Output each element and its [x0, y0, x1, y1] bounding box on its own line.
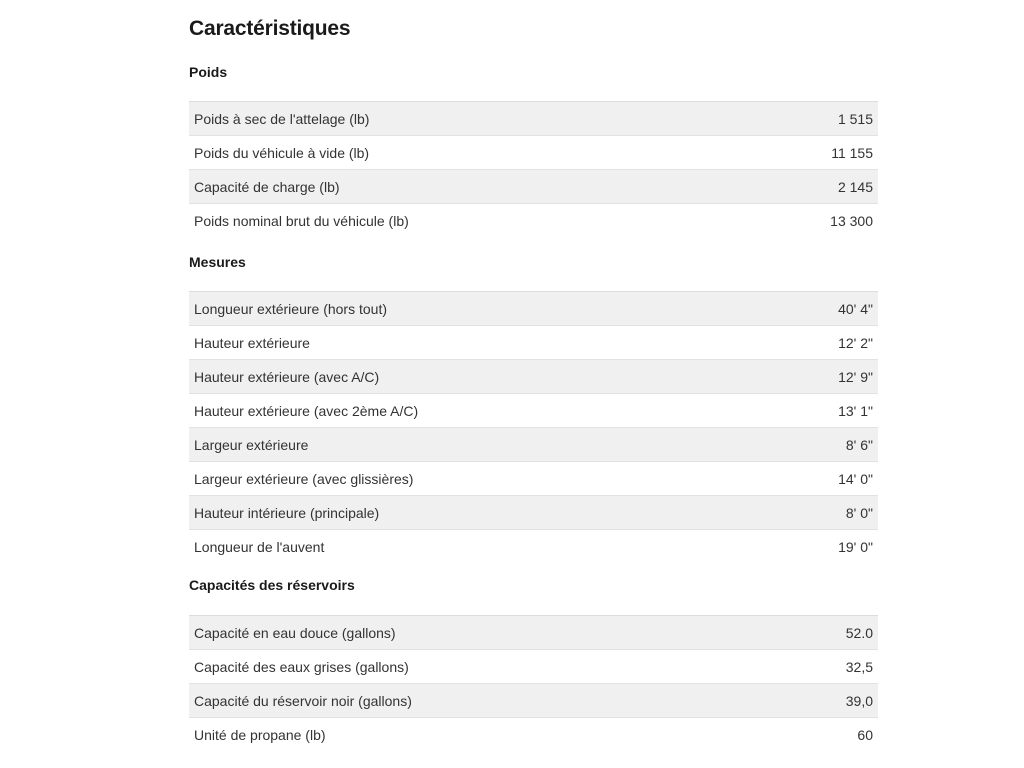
section-title-poids: Poids	[189, 64, 228, 80]
spec-value: 39,0	[845, 692, 873, 709]
spec-value: 13 300	[830, 212, 873, 229]
spec-label: Largeur extérieure	[194, 436, 309, 453]
table-row	[189, 360, 878, 394]
spec-label: Poids à sec de l'attelage (lb)	[194, 110, 370, 127]
spec-table-reservoirs	[189, 615, 878, 752]
spec-value: 60	[857, 726, 873, 743]
spec-value: 12' 9"	[838, 368, 873, 385]
spec-value: 14' 0"	[838, 470, 873, 487]
table-row	[189, 102, 878, 136]
spec-label: Hauteur extérieure (avec 2ème A/C)	[194, 402, 419, 419]
spec-label: Hauteur intérieure (principale)	[194, 504, 380, 521]
spec-label: Longueur de l'auvent	[194, 538, 325, 555]
table-row	[189, 204, 878, 238]
spec-value: 32,5	[845, 658, 873, 675]
spec-label: Hauteur extérieure	[194, 334, 310, 351]
section-title-mesures: Mesures	[189, 254, 246, 270]
spec-value: 19' 0"	[838, 538, 873, 555]
table-row	[189, 394, 878, 428]
table-row	[189, 136, 878, 170]
spec-label: Capacité du réservoir noir (gallons)	[194, 692, 412, 709]
table-row	[189, 462, 878, 496]
spec-label: Hauteur extérieure (avec A/C)	[194, 368, 380, 385]
spec-value: 8' 0"	[845, 504, 873, 521]
spec-table-mesures	[189, 291, 878, 564]
spec-value: 2 145	[837, 178, 873, 195]
table-row	[189, 326, 878, 360]
spec-label: Poids du véhicule à vide (lb)	[194, 144, 370, 161]
spec-table-poids	[189, 101, 878, 238]
spec-label: Unité de propane (lb)	[194, 726, 326, 743]
spec-value: 11 155	[831, 144, 873, 161]
table-row	[189, 530, 878, 564]
table-row	[189, 616, 878, 650]
table-row	[189, 496, 878, 530]
table-row	[189, 170, 878, 204]
spec-value: 12' 2"	[838, 334, 873, 351]
spec-value: 1 515	[837, 110, 873, 127]
table-row	[189, 684, 878, 718]
spec-label: Poids nominal brut du véhicule (lb)	[194, 212, 409, 229]
spec-label: Capacité en eau douce (gallons)	[194, 624, 396, 641]
table-row	[189, 292, 878, 326]
table-row	[189, 718, 878, 752]
spec-label: Capacité de charge (lb)	[194, 178, 340, 195]
spec-value: 13' 1"	[838, 402, 873, 419]
table-row	[189, 428, 878, 462]
spec-label: Longueur extérieure (hors tout)	[194, 300, 387, 317]
table-row	[189, 650, 878, 684]
spec-value: 52.0	[845, 624, 873, 641]
section-title-reservoirs: Capacités des réservoirs	[189, 577, 355, 593]
spec-label: Capacité des eaux grises (gallons)	[194, 658, 409, 675]
spec-label: Largeur extérieure (avec glissières)	[194, 470, 414, 487]
spec-value: 8' 6"	[845, 436, 873, 453]
page-title: Caractéristiques	[189, 17, 351, 40]
spec-value: 40' 4"	[838, 300, 873, 317]
